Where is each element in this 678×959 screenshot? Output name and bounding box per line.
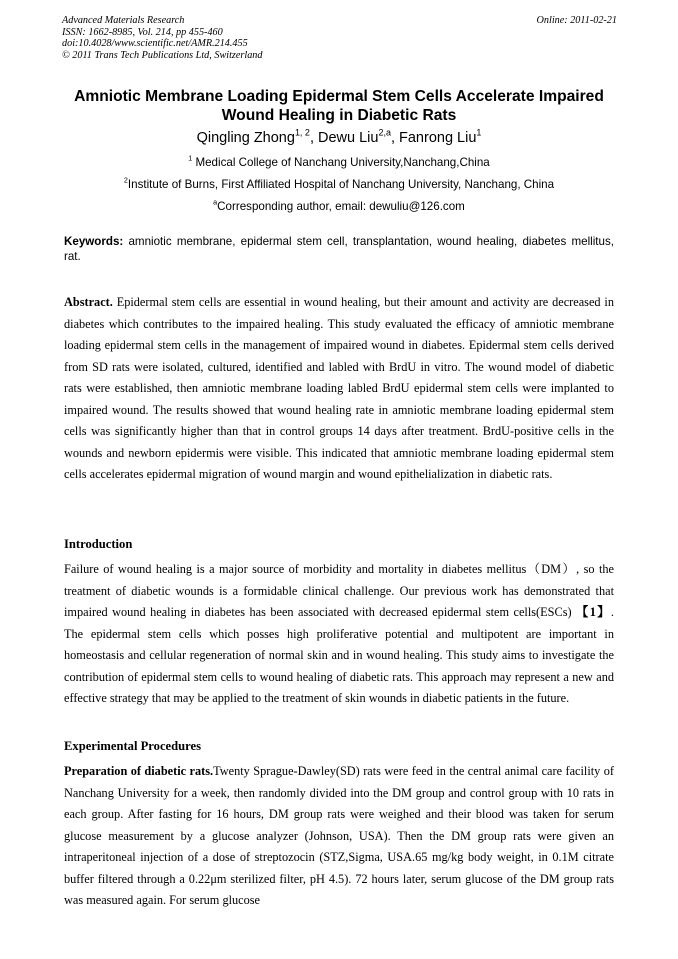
corresponding-author (40, 197, 638, 214)
title-line-2: Wound Healing in Diabetic Rats (221, 106, 457, 124)
author-separator: , (309, 130, 318, 146)
affiliation-text: Institute of Burns, First Affiliated Hospital of Nanchang University, Nanchang, China (127, 178, 555, 191)
issn-line: ISSN: 1662-8985, Vol. 214, pp 455-460 (62, 26, 223, 38)
author-affiliation-marker: 2,a (378, 127, 391, 138)
author-affiliation-marker: 1 (476, 127, 482, 138)
affiliation (40, 175, 638, 192)
abstract-text: Epidermal stem cells are essential in wound healing, but their amount and activity are decreased in diabetes which contributes to the impaired healing. This study evaluated the efficacy of amniotic membrane loading epidermal stem cells in the management of impaired wound in diabetes. Epidermal stem cells derived from SD rats were isolated, cultured, identified and labled with BrdU in vitro. The wound model of diabetic rats were established, then amniotic membrane loading labled BrdU epidermal stem cells were implanted to impaired wound. The results showed that wound healing rate in amniotic membrane loading epidermal stem cells was significantly higher than that in control groups 14 days after treatment. BrdU-positive cells in the wounds and newborn epidermis were visible. This indicated that amniotic membrane loading epidermal stem cells accelerates epidermal migration of wound margin and wound epithelialization in diabetic rats. (64, 295, 614, 481)
abstract (64, 292, 614, 486)
abstract-label: Abstract. (64, 295, 113, 309)
keywords-text: amniotic membrane, epidermal stem cell, transplantation, wound healing, diabetes mellitus, rat. (64, 235, 614, 263)
journal-header (62, 15, 617, 61)
affiliation-marker: a (213, 197, 218, 207)
author-name: Fanrong Liu (399, 130, 477, 146)
title-line-1: Amniotic Membrane Loading Epidermal Stem Cells Accelerate Impaired (74, 88, 604, 105)
introduction-paragraph (64, 559, 614, 710)
keywords (64, 235, 614, 264)
paper-title (40, 88, 638, 125)
introduction-text: . The epidermal stem cells which posses high proliferative potential and multipotent are important in homeostasis and cellular regeneration of normal skin and in wound healing. This study aims to investigate the contribution of epidermal stem cells to wound healing of diabetic rats. This approach may represent a new and effective strategy that may be applied to the treatment of skin wounds in diabetic patients in the future. (64, 605, 614, 705)
affiliation-text: Medical College of Nanchang University,Nanchang,China (195, 156, 490, 169)
introduction-text: Failure of wound healing is a major source of morbidity and mortality in diabetes mellitus（DM）, so the treatment of diabetic wounds is a formidable clinical challenge. Our previous work has demonstrated that impaired wound healing in diabetes has been associated with decreased epidermal stem cells(ESCs) (64, 562, 614, 619)
corresponding-author-text: Corresponding author, email: dewuliu@126.com (217, 200, 465, 213)
journal-name: Advanced Materials Research (62, 15, 185, 26)
author-separator: , (390, 130, 400, 146)
subsection-heading: Preparation of diabetic rats. (64, 764, 214, 778)
doi-line: doi:10.4028/www.scientific.net/AMR.214.455 (62, 38, 248, 50)
affiliation (40, 153, 638, 170)
copyright-line: © 2011 Trans Tech Publications Ltd, Switzerland (62, 49, 263, 61)
experimental-procedures-heading: Experimental Procedures (64, 739, 201, 753)
author-name: Dewu Liu (318, 130, 379, 146)
affiliation-marker: 2 (123, 175, 128, 185)
experimental-paragraph (64, 761, 614, 912)
introduction-heading: Introduction (64, 537, 133, 551)
online-date: Online: 2011-02-21 (536, 15, 617, 26)
experimental-text: Twenty Sprague-Dawley(SD) rats were feed in the central animal care facility of Nanchang University for a week, then randomly divided into the DM group and control group with 10 rats in each group. After fasting for 16 hours, DM group rats were weighed and their blood was taken for serum glucose measurement by a glucose analyzer (Johnson, USA). Then the DM group rats were given an intraperitoneal injection of a dose of streptozocin (STZ,Sigma, USA.65 mg/kg body weight, in 0.1M citrate buffer filtered through a 0.22μm sterilized filter, pH 4.5). 72 hours later, serum glucose of the DM group rats was measured again. For serum glucose (64, 764, 615, 907)
affiliation-marker: 1 (188, 153, 193, 163)
author-affiliation-marker: 1, 2 (294, 127, 310, 138)
keywords-label: Keywords: (64, 235, 124, 248)
author-name: Qingling Zhong (196, 130, 295, 146)
citation-reference[interactable]: 【1】 (576, 605, 611, 619)
author-list (40, 127, 638, 147)
